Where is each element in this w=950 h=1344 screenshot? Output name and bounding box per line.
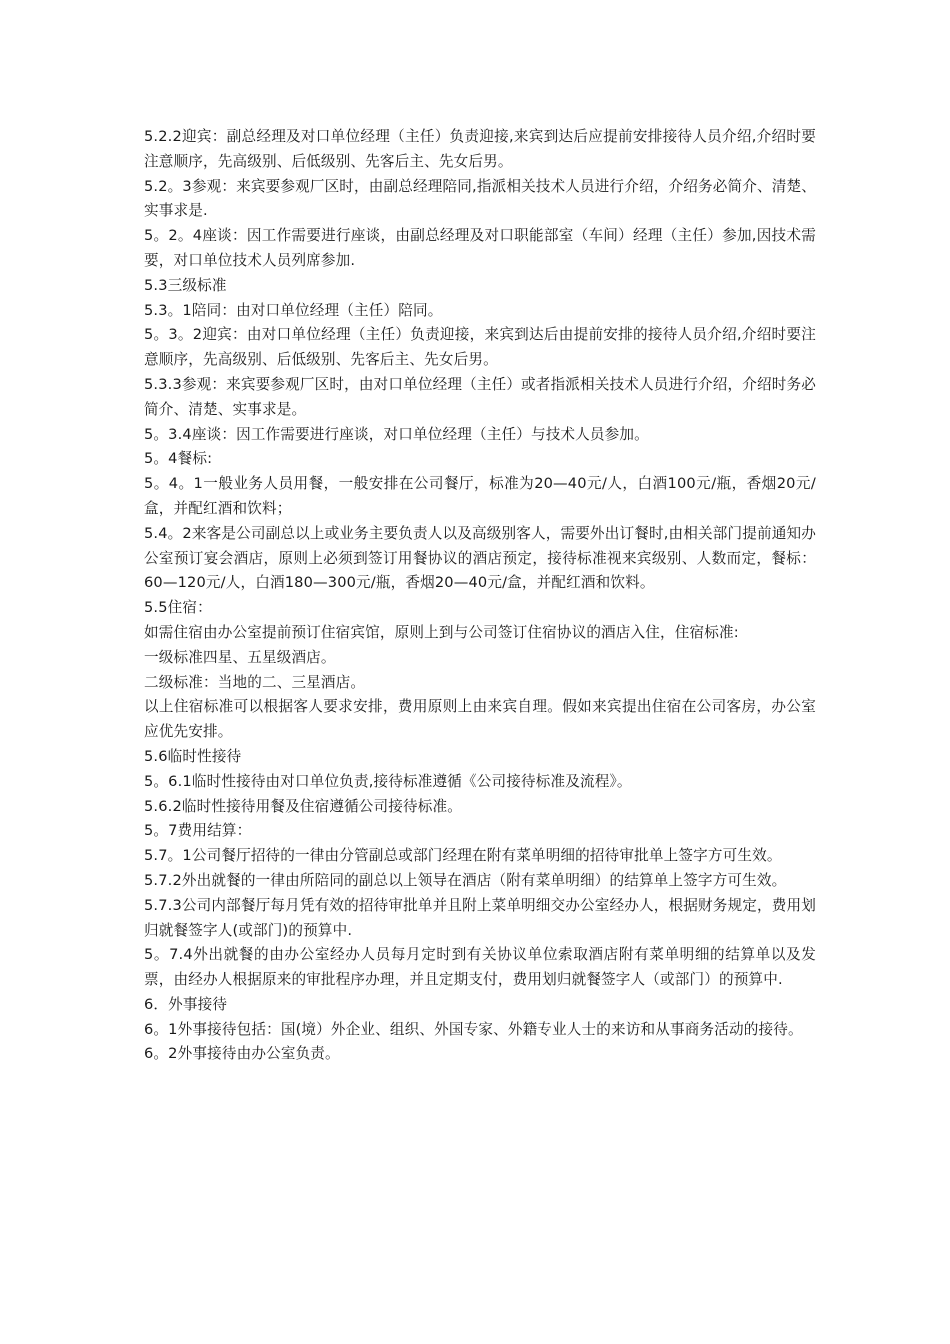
paragraph-lodging-note: 以上住宿标准可以根据客人要求安排，费用原则上由来宾自理。假如来宾提出住宿在公司客房，办公室应优先安排。 — [144, 698, 816, 741]
heading-5-5: 5.5住宿： — [144, 599, 212, 617]
paragraph-5-7-2: 5.7.2外出就餐的一律由所陪同的副总以上领导在酒店（附有菜单明细）的结算单上签字方可生效。 — [144, 871, 787, 889]
paragraph-6-2: 6。2外事接待由办公室负责。 — [144, 1045, 340, 1063]
heading-5-4: 5。4餐标: — [144, 450, 213, 468]
paragraph-5-6-2: 5.6.2临时性接待用餐及住宿遵循公司接待标准。 — [144, 797, 463, 815]
paragraph-6-1: 6。1外事接待包括：国(境）外企业、组织、外国专家、外籍专业人士的来访和从事商务活动的接待。 — [144, 1020, 803, 1038]
paragraph-5-4-2: 5.4。2来客是公司副总以上或业务主要负责人以及高级别客人，需要外出订餐时,由相关部门提前通知办公室预订宴会酒店，原则上必须到签订用餐协议的酒店预定，接待标准视来宾级别、人数而定，餐标：60—120元/人，白酒180—300元/瓶，香烟20—40元/盒，并配红酒和饮料。 — [144, 524, 816, 592]
paragraph-5-4-1: 5。4。1一般业务人员用餐，一般安排在公司餐厅，标准为20—40元/人，白酒100元/瓶，香烟20元/盒，并配红酒和饮料； — [144, 475, 816, 517]
paragraph-5-7-3: 5.7.3公司内部餐厅每月凭有效的招待审批单并且附上菜单明细交办公室经办人，根据财务规定，费用划归就餐签字人(或部门)的预算中. — [144, 896, 816, 939]
paragraph-5-2-3: 5.2。3参观：来宾要参观厂区时，由副总经理陪同,指派相关技术人员进行介绍，介绍务必简介、清楚、实事求是. — [144, 177, 816, 220]
paragraph-5-3-2: 5。3。2迎宾：由对口单位经理（主任）负责迎接，来宾到达后由提前安排的接待人员介绍,介绍时要注意顺序，先高级别、后低级别、先客后主、先女后男。 — [144, 326, 816, 369]
paragraph-5-7-4: 5。7.4外出就餐的由办公室经办人员每月定时到有关协议单位索取酒店附有菜单明细的结算单以及发票，由经办人根据原来的审批程序办理，并且定期支付，费用划归就餐签字人（或部门）的预算中. — [144, 946, 816, 989]
heading-5-7: 5。7费用结算： — [144, 822, 252, 840]
paragraph-5-2-4: 5。2。4座谈：因工作需要进行座谈，由副总经理及对口职能部室（车间）经理（主任）参加,因技术需要，对口单位技术人员列席参加. — [144, 227, 816, 269]
paragraph-lodging-intro: 如需住宿由办公室提前预订住宿宾馆，原则上到与公司签订住宿协议的酒店入住，住宿标准: — [144, 623, 739, 641]
paragraph-5-7-1: 5.7。1公司餐厅招待的一律由分管副总或部门经理在附有菜单明细的招待审批单上签字方可生效。 — [144, 847, 782, 865]
paragraph-5-3-4: 5。3.4座谈：因工作需要进行座谈，对口单位经理（主任）与技术人员参加。 — [144, 425, 649, 443]
paragraph-5-6-1: 5。6.1临时性接待由对口单位负责,接待标准遵循《公司接待标准及流程》。 — [144, 772, 632, 790]
document-body — [144, 125, 816, 1067]
heading-5-3: 5.3三级标准 — [144, 276, 227, 294]
paragraph-5-3-3: 5.3.3参观：来宾要参观厂区时，由对口单位经理（主任）或者指派相关技术人员进行介绍，介绍时务必简介、清楚、实事求是。 — [144, 375, 816, 418]
paragraph-lodging-level-2: 二级标准：当地的二、三星酒店。 — [144, 673, 366, 691]
paragraph-5-2-2: 5.2.2迎宾：副总经理及对口单位经理（主任）负责迎接,来宾到达后应提前安排接待人员介绍,介绍时要注意顺序，先高级别、后低级别、先客后主、先女后男。 — [144, 128, 816, 170]
heading-5-6: 5.6临时性接待 — [144, 747, 242, 765]
paragraph-5-3-1: 5.3。1陪同：由对口单位经理（主任）陪同。 — [144, 301, 443, 319]
paragraph-lodging-level-1: 一级标准四星、五星级酒店。 — [144, 648, 336, 666]
heading-6: 6．外事接待 — [144, 995, 228, 1013]
